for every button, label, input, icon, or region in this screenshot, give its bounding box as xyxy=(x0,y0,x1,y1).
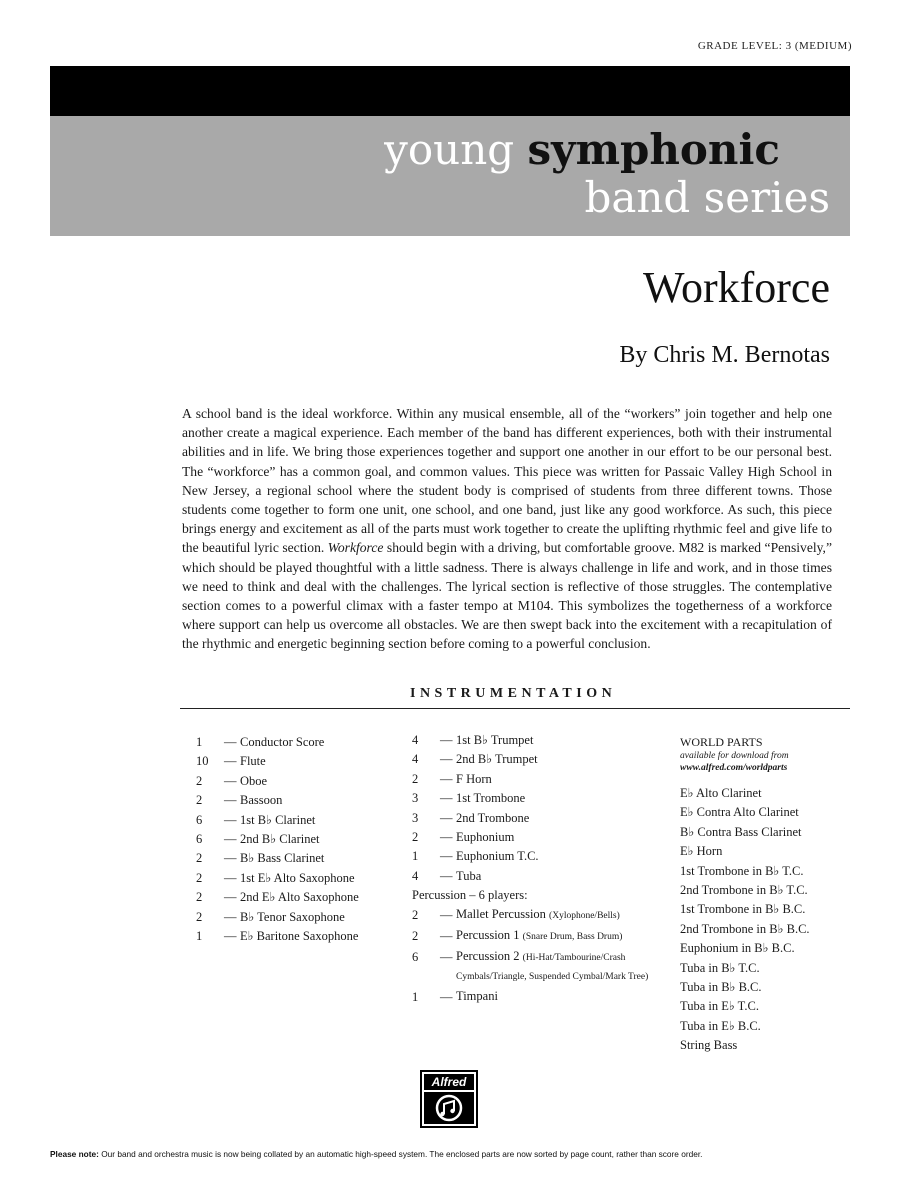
instrument-dash: — xyxy=(440,929,453,944)
instrument-name-text: 1st Trombone xyxy=(456,791,526,806)
instrument-row xyxy=(412,948,652,986)
instrument-quantity: 4 xyxy=(412,868,419,883)
instrument-name xyxy=(240,908,396,927)
instrument-name-text: F Horn xyxy=(456,771,492,786)
instrument-name-text: Oboe xyxy=(240,773,268,788)
instrument-name-text: Bassoon xyxy=(240,793,283,808)
instrument-name xyxy=(456,847,652,866)
instrument-name xyxy=(456,867,652,886)
instrument-name xyxy=(240,888,396,907)
instrument-name-text: 1st B♭ Clarinet xyxy=(240,812,316,827)
instrument-detail: (Xylophone/Bells) xyxy=(549,910,620,921)
instrument-quantity: 1 xyxy=(412,849,419,864)
world-parts-list xyxy=(680,784,870,1056)
world-parts-url: www.alfred.com/worldparts xyxy=(680,763,788,773)
instrument-dash: — xyxy=(440,771,453,786)
instrument-row xyxy=(196,830,396,849)
instrument-row xyxy=(412,906,652,925)
instrument-name xyxy=(240,733,396,752)
piece-title: Workforce xyxy=(642,263,830,312)
footer-note-text: Our band and orchestra music is now being collated by an automatic high-speed system. The enclosed parts are now sorted by page count, rather than score order. xyxy=(98,1149,703,1159)
instrument-name xyxy=(240,772,396,791)
instrument-quantity: 1 xyxy=(196,735,203,749)
instrumentation-heading: INSTRUMENTATION xyxy=(410,686,617,701)
instrument-name-text: B♭ Bass Clarinet xyxy=(240,851,325,866)
instrument-dash: — xyxy=(440,990,453,1005)
series-word-symphonic: symphonic xyxy=(527,125,780,174)
instrument-row xyxy=(412,750,652,769)
instrument-row xyxy=(196,927,396,946)
series-banner xyxy=(50,116,850,236)
instrument-quantity: 4 xyxy=(412,752,419,767)
instrument-name xyxy=(456,809,652,828)
instrument-name-text: Mallet Percussion xyxy=(456,906,546,921)
series-name-line2: band series xyxy=(584,173,830,222)
instrument-row xyxy=(196,849,396,868)
instrument-quantity: 3 xyxy=(412,810,419,825)
instrument-detail: (Hi-Hat/Tambourine/Crash Cymbals/Triangle, Suspended Cymbal/Mark Tree) xyxy=(456,953,649,983)
instrument-row xyxy=(412,789,652,808)
instrument-name-text: 2nd B♭ Clarinet xyxy=(240,832,320,847)
instrument-row xyxy=(196,733,396,752)
instrument-name-text: Tuba xyxy=(456,868,482,883)
instrument-name xyxy=(240,927,396,946)
percussion-heading: Percussion – 6 players: xyxy=(412,888,528,903)
footer-note xyxy=(50,1149,860,1159)
world-part-item: 2nd Trombone in B♭ T.C. xyxy=(680,883,808,898)
instrument-name-text: Flute xyxy=(240,754,266,769)
grade-level: GRADE LEVEL: 3 (MEDIUM) xyxy=(697,40,852,52)
instrument-name-text: Percussion 2 xyxy=(456,949,520,964)
instrument-quantity: 2 xyxy=(412,830,419,845)
instrument-name xyxy=(240,811,396,830)
world-parts-title: WORLD PARTS xyxy=(680,735,763,749)
header-banner-black xyxy=(50,66,850,116)
instrument-quantity: 6 xyxy=(196,812,203,827)
instrument-dash: — xyxy=(224,812,237,827)
instrument-name xyxy=(456,927,652,946)
instrument-name-text: 1st B♭ Trumpet xyxy=(456,733,534,747)
instrument-quantity: 1 xyxy=(196,929,203,944)
world-part-item: E♭ Contra Alto Clarinet xyxy=(680,805,799,820)
world-part-item: B♭ Contra Bass Clarinet xyxy=(680,824,802,839)
instrument-name xyxy=(456,750,652,769)
instrument-quantity: 3 xyxy=(412,791,419,806)
instrument-name-text: Euphonium xyxy=(456,830,515,845)
instrument-row xyxy=(412,731,652,750)
instrument-row xyxy=(412,847,652,866)
instrument-name xyxy=(456,731,652,750)
instrument-dash: — xyxy=(224,793,237,808)
instrument-name-text: E♭ Baritone Saxophone xyxy=(240,929,359,944)
instrument-dash: — xyxy=(440,907,453,922)
instrument-name-text: Percussion 1 xyxy=(456,928,520,943)
instrument-dash: — xyxy=(224,870,237,885)
instrument-name xyxy=(456,988,652,1007)
instrumentation-column-brass-percussion xyxy=(412,731,652,1010)
alfred-logo-wordmark: Alfred xyxy=(431,1075,467,1089)
instrumentation-divider xyxy=(180,708,850,709)
instrument-name-text: 1st E♭ Alto Saxophone xyxy=(240,870,355,885)
instrument-dash: — xyxy=(224,735,237,749)
world-parts-subtitle: available for download from xyxy=(680,751,789,761)
program-notes-italic-title: Workforce xyxy=(327,540,384,556)
instrument-row xyxy=(196,908,396,927)
instrument-row xyxy=(196,752,396,771)
program-notes-part1: A school band is the ideal workforce. Within any musical ensemble, all of the “workers” join together and help one another create a magical experience. Each member of the band has different experiences, both with their instrumental abilities and in life. We bring those experiences together and support one another in our effort to be our personal best. The “workforce” has a common goal, and common values. This piece was written for Passaic Valley High School in New Jersey, a regional school where the student body is comprised of students from three different towns. Those students come together to form one unit, one school, and one band, just like any good workforce. As such, this piece brings energy and excitement as all of the parts must work together to create the uplifting rhythmic feel and give life to the beautiful lyric section. xyxy=(182,406,832,556)
instrument-dash: — xyxy=(224,773,237,788)
instrument-quantity: 2 xyxy=(196,793,203,808)
composer-credit: By Chris M. Bernotas xyxy=(619,342,830,368)
instrument-name xyxy=(456,770,652,789)
instrument-dash: — xyxy=(224,851,237,866)
instrument-row xyxy=(412,809,652,828)
world-part-item: Tuba in E♭ B.C. xyxy=(680,1018,761,1033)
instrument-dash: — xyxy=(440,868,453,883)
instrument-name-text: Timpani xyxy=(456,989,498,1004)
instrument-quantity: 1 xyxy=(412,990,419,1005)
instrument-dash: — xyxy=(224,890,237,905)
instrument-dash: — xyxy=(440,950,453,965)
instrumentation-column-woodwinds xyxy=(196,733,396,946)
instrument-name xyxy=(240,830,396,849)
instrument-name-text: 2nd E♭ Alto Saxophone xyxy=(240,890,359,905)
world-part-item: Tuba in E♭ T.C. xyxy=(680,999,759,1014)
instrument-dash: — xyxy=(440,830,453,845)
instrument-row xyxy=(412,828,652,847)
instrument-name xyxy=(456,948,652,986)
instrument-row xyxy=(196,888,396,907)
instrument-quantity: 2 xyxy=(196,890,203,905)
instrument-quantity: 2 xyxy=(196,851,203,866)
world-part-item: Tuba in B♭ T.C. xyxy=(680,960,760,975)
program-notes xyxy=(182,404,832,654)
instrument-dash: — xyxy=(440,791,453,806)
instrument-row xyxy=(196,811,396,830)
instrument-quantity: 2 xyxy=(196,870,203,885)
instrument-row xyxy=(412,927,652,946)
world-part-item: 1st Trombone in B♭ B.C. xyxy=(680,902,806,917)
footer-note-lead: Please note: xyxy=(50,1149,99,1159)
instrument-row xyxy=(412,867,652,886)
instrument-dash: — xyxy=(440,810,453,825)
instrument-quantity: 2 xyxy=(196,909,203,924)
instrument-name-text: 2nd Trombone xyxy=(456,810,530,825)
instrument-dash: — xyxy=(224,754,237,769)
instrument-quantity: 4 xyxy=(412,733,419,747)
world-part-item: String Bass xyxy=(680,1038,738,1053)
instrument-dash: — xyxy=(224,832,237,847)
world-parts-column xyxy=(680,735,870,1056)
instrument-name-text: Conductor Score xyxy=(240,735,325,749)
instrument-name xyxy=(240,849,396,868)
instrument-name xyxy=(456,789,652,808)
instrument-name xyxy=(456,906,652,925)
world-part-item: 1st Trombone in B♭ T.C. xyxy=(680,863,804,878)
instrument-quantity: 2 xyxy=(412,907,419,922)
instrument-quantity: 6 xyxy=(196,832,203,847)
instrument-row xyxy=(412,988,652,1007)
program-notes-part2: should begin with a driving, but comfortable groove. M82 is marked “Pensively,” which should be played thoughtful with a little sadness. There is always challenge in life and work, and in those times we need to think and deal with the challenges. The lyrical section is reflective of those struggles. The contemplative section comes to a powerful climax with a faster tempo at M104. This symbolizes the togetherness of a workforce where support can help us overcome all obstacles. We are then swept back into the excitement with a recapitulation of the rhythmic and energetic beginning section before coming to a powerful conclusion. xyxy=(182,540,832,652)
series-word-young: young xyxy=(384,125,515,174)
instrument-name xyxy=(456,828,652,847)
instrument-dash: — xyxy=(440,849,453,864)
world-part-item: Tuba in B♭ B.C. xyxy=(680,980,762,995)
instrument-dash: — xyxy=(224,929,237,944)
instrument-row xyxy=(196,869,396,888)
instrument-name xyxy=(240,869,396,888)
instrument-quantity: 2 xyxy=(412,929,419,944)
instrument-dash: — xyxy=(224,909,237,924)
world-part-item: Euphonium in B♭ B.C. xyxy=(680,941,795,956)
alfred-logo xyxy=(420,1070,478,1128)
instrument-dash: — xyxy=(440,733,453,747)
instrument-quantity: 2 xyxy=(196,773,203,788)
instrument-quantity: 10 xyxy=(196,754,209,769)
instrument-dash: — xyxy=(440,752,453,767)
series-name-line1 xyxy=(384,126,780,174)
instrument-name-text: Euphonium T.C. xyxy=(456,849,539,864)
instrument-quantity: 6 xyxy=(412,950,419,965)
instrument-row xyxy=(196,791,396,810)
world-part-item: E♭ Horn xyxy=(680,844,723,859)
world-part-item: E♭ Alto Clarinet xyxy=(680,786,762,800)
instrument-row xyxy=(412,770,652,789)
instrument-name-text: 2nd B♭ Trumpet xyxy=(456,752,538,767)
instrument-name xyxy=(240,752,396,771)
instrument-name xyxy=(240,791,396,810)
instrument-row xyxy=(196,772,396,791)
instrument-quantity: 2 xyxy=(412,771,419,786)
world-part-item: 2nd Trombone in B♭ B.C. xyxy=(680,921,810,936)
instrument-detail: (Snare Drum, Bass Drum) xyxy=(522,932,623,943)
instrument-name-text: B♭ Tenor Saxophone xyxy=(240,909,345,924)
